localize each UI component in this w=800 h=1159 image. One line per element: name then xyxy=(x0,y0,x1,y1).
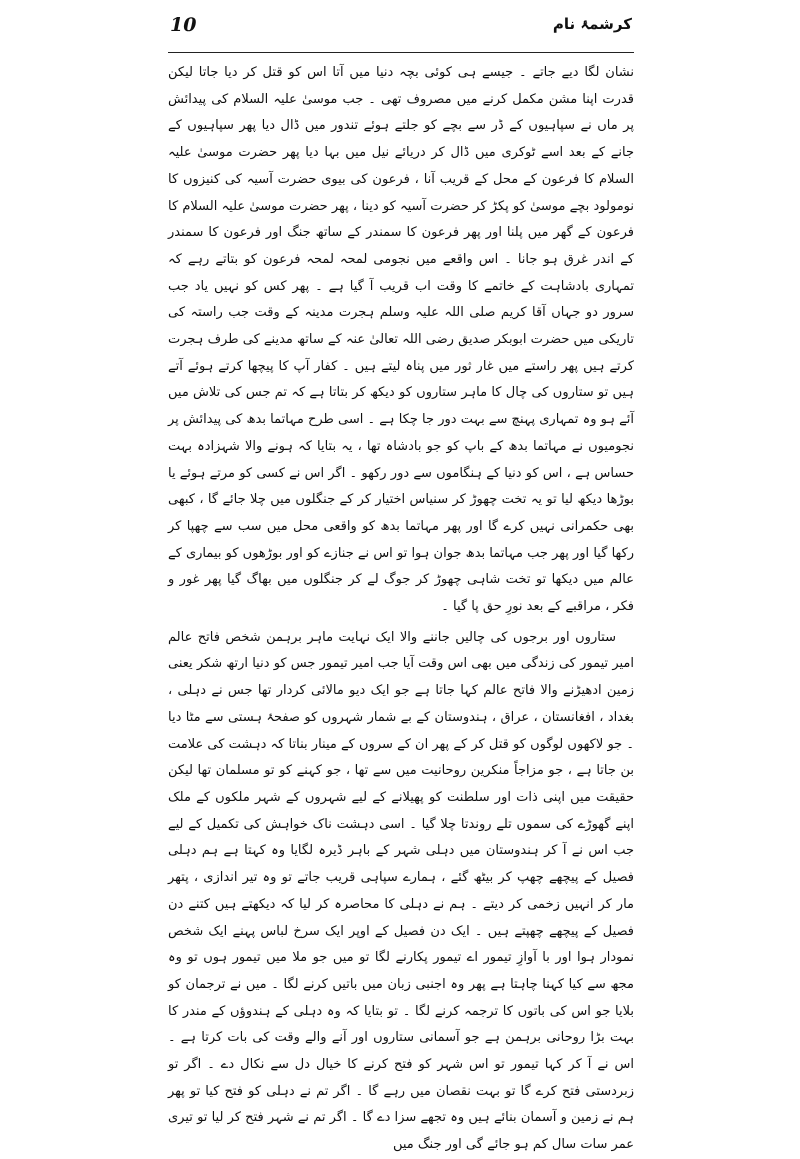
body-text xyxy=(168,60,634,1153)
page-header xyxy=(170,14,632,44)
running-title: کرشمۂ نام xyxy=(552,15,632,33)
paragraph: ستاروں اور برجوں کی چالیں جاننے والا ایک نہایت ماہر برہمن شخص فاتح عالم امیر تیمور کی زندگی میں بھی اس وقت آیا جب امیر تیمور جس کو دنیا ارتھ شکر یعنی زمین ادھیڑنے والا فاتح عالم کہا جاتا ہے جو ایک دیو مالائی کردار تھا جس نے دہلی ، بغداد ، افغانستان ، عراق ، ہندوستان کے بے شمار شہروں کو صفحۂ ہستی سے مٹا دیا ۔ جو لاکھوں لوگوں کو قتل کر کے پھر ان کے سروں کے مینار بناتا کہ دہشت کی علامت بن جاتا ہے ، جو مزاجاً منکرین روحانیت میں سے تھا ، جو کہنے کو تو مسلمان تھا لیکن حقیقت میں اپنی ذات اور سلطنت کو پھیلانے کے لیے شہروں کے شہر ملکوں کے ملک اپنے گھوڑے کی سموں تلے روندتا چلا گیا ۔ اسی دہشت ناک خواہش کی تکمیل کے لیے جب اس نے آ کر ہندوستان میں دہلی شہر کے باہر ڈیرہ لگایا وہ کہتا ہے ہم دہلی فصیل کے پیچھے چھپ کر بیٹھ گئے ، ہمارے سپاہی قریب جاتے تو وہ تیر اندازی ، پتھر مار کر انہیں زخمی کر دیتے ۔ ہم نے دہلی کا محاصرہ کر لیا کہ دیکھتے ہیں کتنے دن فصیل کے پیچھے چھپتے ہیں ۔ ایک دن فصیل کے اوپر ایک سرخ لباس پہنے ایک شخص نمودار ہوا اور با آوازِ تیمور اے تیمور پکارنے لگا تو میں جو ملا میں تیمور ہوں تو وہ مجھ سے کیا کہنا چاہتا ہے پھر وہ اجنبی زبان میں باتیں کرنے لگا ۔ میں نے ترجمان کو بلایا جو اس کی باتوں کا ترجمہ کرنے لگا ۔ تو بتایا کہ وہ دہلی کے ہندوؤں کے مندر کا بہت بڑا روحانی برہمن ہے جو آسمانی ستاروں اور آنے والے وقت کی بات کرتا ہے ۔ اس نے آ کر کہا تیمور تو اس شہر کو فتح کرنے کا خیال دل سے نکال دے ۔ اگر تو زبردستی فتح کرے گا تو بہت نقصان میں رہے گا ۔ اگر تم نے دہلی کو فتح کیا تو پھر ہم نے زمین و آسمان بنائے ہیں وہ تجھے سزا دے گا ۔ اگر تم نے شہر فتح کر لیا تو تیری عمر سات سال کم ہو جائے گی اور جنگ میں xyxy=(168,629,634,1153)
page-number: 10 xyxy=(170,14,197,36)
paragraph: نشان لگا دیے جاتے ۔ جیسے ہی کوئی بچہ دنیا میں آتا اس کو قتل کر دیا جاتا لیکن قدرت اپنا مشن مکمل کرنے میں مصروف تھی ۔ جب موسیٰ علیہ السلام کی پیدائش پر ماں نے سپاہیوں کے ڈر سے بچے کو جلتے ہوئے تندور میں ڈال دیا پھر سپاہیوں کے جانے کے بعد اسے ٹوکری میں ڈال کر دریائے نیل میں بہا دیا پھر حضرت موسیٰ علیہ السلام کا فرعون کے محل کے قریب آنا ، فرعون کی بیوی حضرت آسیہ کی کنیزوں کا نومولود بچے موسیٰ کو پکڑ کر حضرت آسیہ کو دینا ، پھر حضرت موسیٰ علیہ السلام کا فرعون کے گھر میں پلنا اور پھر فرعون کا سمندر کے ساتھ جنگ اور فرعون کا سمندر کے اندر غرق ہو جانا ۔ اس واقعے میں نجومی لمحہ لمحہ فرعون کو بتاتے رہے کہ تمہاری بادشاہت کے خاتمے کا وقت اب قریب آ گیا ہے ۔ پھر کس کو نہیں یاد جب سرور دو جہاں آقا کریم صلی اللہ علیہ وسلم ہجرت مدینہ کے وقت جب راستہ کی تاریکی میں حضرت ابوبکر صدیق رضی اللہ تعالیٰ عنہ کے ساتھ مدینے کی طرف ہجرت کرتے ہیں پھر راستے میں غار ثور میں پناہ لیتے ہیں ۔ کفار آپ کا پیچھا کرتے ہوئے آتے ہیں تو ستاروں کی چال کا ماہر ستاروں کو دیکھ کر بتاتا ہے کہ تم جس کی تلاش میں آئے ہو وہ تمہاری پہنچ سے بہت دور جا چکا ہے ۔ اسی طرح مہاتما بدھ کی پیدائش پر نجومیوں نے مہاتما بدھ کے باپ کو جو بادشاہ تھا ، یہ بتایا کہ ہونے والا شہزادہ بہت حساس ہے ، اس کو دنیا کے ہنگاموں سے دور رکھو ۔ اگر اس نے کسی کو مرتے ہوئے یا بوڑھا دیکھ لیا تو یہ تخت چھوڑ کر سنیاس اختیار کر کے جنگلوں میں چلا جائے گا ، کبھی بھی حکمرانی نہیں کرے گا اور پھر مہاتما بدھ کو واقعی محل میں سب سے چھپا کر رکھا گیا اور پھر جب مہاتما بدھ جوان ہوا تو اس نے جنازے کو اور بوڑھوں کو بیماری کے عالم میں دیکھا تو تخت شاہی چھوڑ کر جوگ لے کر جنگلوں میں بھاگ گیا پھر غور و فکر ، مراقبے کے بعد نورِ حق پا گیا ۔ xyxy=(168,65,634,615)
header-rule xyxy=(168,52,634,53)
